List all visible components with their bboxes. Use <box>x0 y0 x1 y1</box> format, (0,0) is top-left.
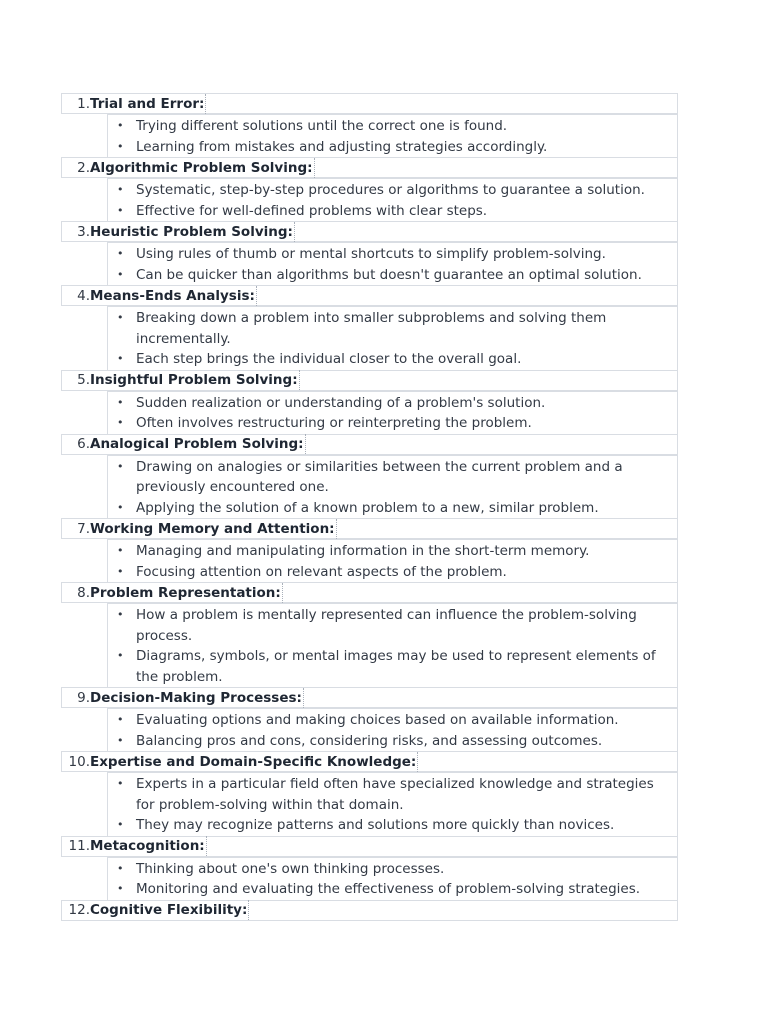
bullet-point <box>108 710 677 731</box>
bullet-point <box>108 137 677 158</box>
item-number: 4. <box>77 287 90 304</box>
item-bullets <box>107 603 678 688</box>
bullet-text: Managing and manipulating information in the short-term memory. <box>136 543 590 559</box>
bullet-text: Effective for well-defined problems with clear steps. <box>136 202 488 219</box>
bullet-point <box>108 116 677 137</box>
item-title: Working Memory and Attention: <box>90 520 335 537</box>
bullet-text: Experts in a particular field often have specialized knowledge and strategies for problem-solving within that domain. <box>136 776 654 813</box>
item-number: 9. <box>77 689 90 706</box>
item-title: Metacognition: <box>90 838 205 854</box>
item-heading-row <box>61 836 678 857</box>
item-bullets <box>107 114 678 158</box>
bullet-text: They may recognize patterns and solutions more quickly than novices. <box>136 817 615 833</box>
item-title: Expertise and Domain-Specific Knowledge: <box>90 753 417 770</box>
bullet-icon: • <box>117 395 124 409</box>
bullet-icon: • <box>117 267 124 281</box>
bullet-point <box>108 457 677 498</box>
bullet-icon: • <box>117 882 124 895</box>
bullet-icon: • <box>117 733 124 747</box>
item-number: 1. <box>77 95 90 112</box>
item-title: Trial and Error: <box>90 95 205 112</box>
bullet-text: Often involves restructuring or reinterpreting the problem. <box>136 415 532 431</box>
bullet-icon: • <box>117 352 124 365</box>
bullet-icon: • <box>117 818 124 831</box>
item-bullets <box>107 391 678 435</box>
bullet-text: Breaking down a problem into smaller subproblems and solving them incrementally. <box>136 310 607 347</box>
list-item <box>61 157 678 222</box>
item-number: 10. <box>68 753 90 770</box>
list-item <box>61 285 678 371</box>
bullet-point <box>108 308 677 349</box>
item-bullets <box>107 306 678 371</box>
bullet-icon: • <box>117 203 124 217</box>
bullet-point <box>108 265 677 286</box>
bullet-icon: • <box>117 861 124 875</box>
list-item <box>61 900 678 921</box>
bullet-point <box>108 201 677 222</box>
bullet-text: Focusing attention on relevant aspects of the problem. <box>136 563 507 580</box>
bullet-text: Diagrams, symbols, or mental images may be used to represent elements of the problem. <box>136 648 656 685</box>
list-item <box>61 434 678 520</box>
item-bullets <box>107 455 678 520</box>
item-number: 6. <box>77 436 90 452</box>
item-bullets <box>107 242 678 286</box>
item-title: Decision-Making Processes: <box>90 689 302 706</box>
bullet-icon: • <box>117 544 124 557</box>
item-bullets <box>107 708 678 752</box>
item-title: Insightful Problem Solving: <box>90 372 298 388</box>
bullet-text: Learning from mistakes and adjusting strategies accordingly. <box>136 138 548 155</box>
item-title: Heuristic Problem Solving: <box>90 223 293 240</box>
item-number: 12. <box>68 902 90 918</box>
bullet-icon: • <box>117 713 124 726</box>
bullet-point <box>108 180 677 201</box>
bullet-text: How a problem is mentally represented can influence the problem-solving process. <box>136 607 637 644</box>
bullet-point <box>108 731 677 752</box>
item-number: 5. <box>77 372 90 388</box>
item-title: Means-Ends Analysis: <box>90 287 255 304</box>
bullet-text: Each step brings the individual closer to the overall goal. <box>136 351 522 367</box>
bullet-icon: • <box>117 459 124 473</box>
list-item <box>61 836 678 901</box>
item-heading-row <box>61 93 678 114</box>
list-item <box>61 687 678 752</box>
bullet-text: Sudden realization or understanding of a problem's solution. <box>136 394 546 411</box>
bullet-point <box>108 879 677 900</box>
bullet-text: Balancing pros and cons, considering risks, and assessing outcomes. <box>136 732 603 749</box>
item-number: 7. <box>77 520 90 537</box>
bullet-text: Thinking about one's own thinking processes. <box>136 860 445 877</box>
item-heading-row <box>61 751 678 772</box>
item-title: Algorithmic Problem Solving: <box>90 159 313 176</box>
list-item <box>61 518 678 583</box>
bullet-icon: • <box>117 564 124 578</box>
item-bullets <box>107 539 678 583</box>
item-number: 8. <box>77 584 90 601</box>
item-heading-row <box>61 157 678 178</box>
bullet-point <box>108 859 677 880</box>
list-item <box>61 93 678 158</box>
list-item <box>61 221 678 286</box>
bullet-point <box>108 541 677 562</box>
bullet-text: Trying different solutions until the correct one is found. <box>136 118 508 134</box>
item-heading-row <box>61 285 678 306</box>
item-bullets <box>107 772 678 837</box>
bullet-text: Systematic, step-by-step procedures or algorithms to guarantee a solution. <box>136 182 645 198</box>
bullet-icon: • <box>117 139 124 153</box>
list-item <box>61 582 678 688</box>
bullet-point <box>108 815 677 836</box>
list-item <box>61 370 678 435</box>
bullet-point <box>108 774 677 815</box>
bullet-icon: • <box>117 119 124 132</box>
bullet-point <box>108 646 677 687</box>
bullet-point <box>108 562 677 583</box>
bullet-point <box>108 413 677 434</box>
item-bullets <box>107 857 678 901</box>
bullet-text: Can be quicker than algorithms but doesn't guarantee an optimal solution. <box>136 266 642 283</box>
bullet-icon: • <box>117 247 124 260</box>
document-list <box>61 93 678 921</box>
item-number: 2. <box>77 159 90 176</box>
item-number: 3. <box>77 223 90 240</box>
item-title: Cognitive Flexibility: <box>90 902 248 918</box>
item-heading-row <box>61 434 678 455</box>
bullet-icon: • <box>117 777 124 790</box>
item-title: Analogical Problem Solving: <box>90 436 304 452</box>
bullet-text: Using rules of thumb or mental shortcuts to simplify problem-solving. <box>136 246 606 262</box>
bullet-point <box>108 498 677 519</box>
bullet-text: Evaluating options and making choices based on available information. <box>136 712 619 728</box>
bullet-point <box>108 349 677 370</box>
bullet-icon: • <box>117 416 124 429</box>
bullet-icon: • <box>117 608 124 621</box>
bullet-icon: • <box>117 649 124 662</box>
list-item <box>61 751 678 837</box>
item-heading-row <box>61 221 678 242</box>
bullet-text: Applying the solution of a known problem to a new, similar problem. <box>136 499 599 516</box>
item-heading-row <box>61 518 678 539</box>
item-number: 11. <box>68 838 90 854</box>
item-heading-row <box>61 900 678 921</box>
bullet-point <box>108 393 677 414</box>
bullet-text: Monitoring and evaluating the effectiveness of problem-solving strategies. <box>136 881 641 897</box>
bullet-icon: • <box>117 311 124 324</box>
bullet-point <box>108 244 677 265</box>
item-heading-row <box>61 582 678 603</box>
bullet-icon: • <box>117 183 124 196</box>
item-bullets <box>107 178 678 222</box>
item-heading-row <box>61 687 678 708</box>
bullet-icon: • <box>117 500 124 514</box>
bullet-point <box>108 605 677 646</box>
item-title: Problem Representation: <box>90 584 281 601</box>
bullet-text: Drawing on analogies or similarities between the current problem and a previously encountered one. <box>136 458 623 495</box>
item-heading-row <box>61 370 678 391</box>
